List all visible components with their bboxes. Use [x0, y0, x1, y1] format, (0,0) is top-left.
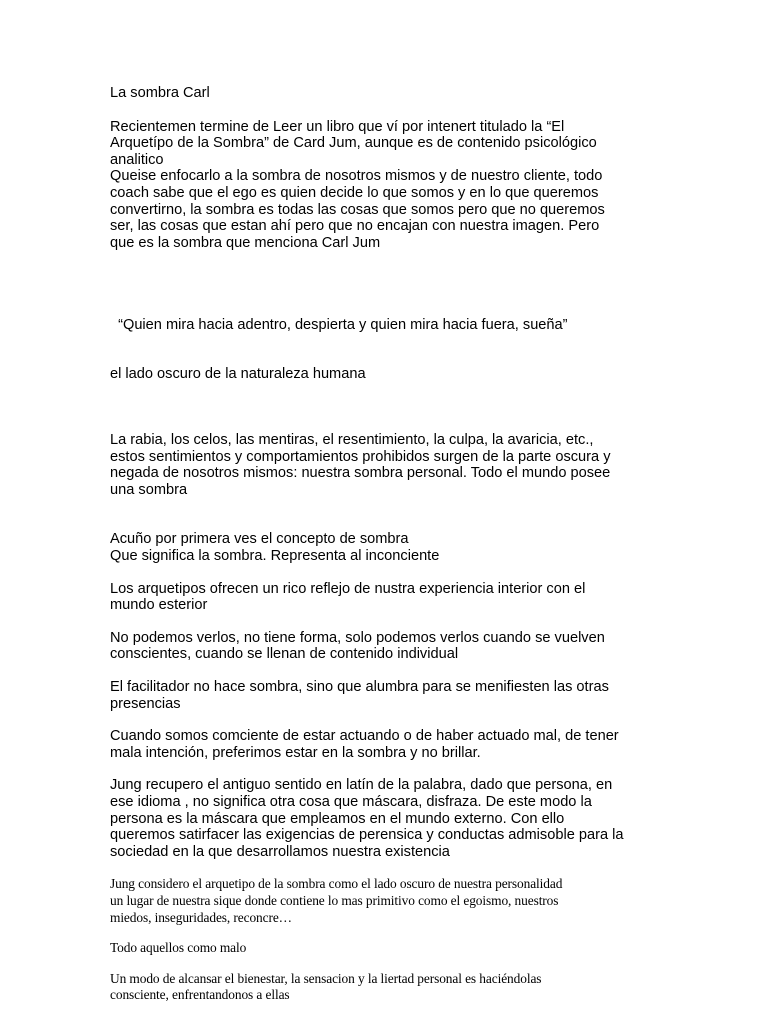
paragraph-line: ser, las cosas que estan ahí pero que no encajan con nuestra imagen. Pero — [110, 218, 600, 235]
paragraph-line: Todo aquellos como malo — [110, 940, 247, 956]
paragraph-line: persona es la máscara que empleamos en el mundo externo. Con ello — [110, 810, 565, 827]
paragraph-line: coach sabe que el ego es quien decide lo que somos y en lo que queremos — [110, 184, 599, 201]
paragraph-line: un lugar de nuestra sique donde contiene lo mas primitivo como el egoismo, nuestros — [110, 892, 559, 908]
paragraph-line: mundo esterior — [110, 597, 208, 614]
paragraph-archetypes — [110, 581, 670, 614]
paragraph-line: Jung recupero el antiguo sentido en latín de la palabra, dado que persona, en — [110, 777, 613, 794]
paragraph-concept — [110, 531, 670, 564]
paragraph-see — [110, 630, 670, 663]
paragraph-line: conscientes, cuando se llenan de contenido individual — [110, 646, 459, 663]
paragraph-conscious — [110, 728, 670, 761]
paragraph-line: una sombra — [110, 481, 188, 498]
paragraph-intro — [110, 119, 670, 252]
paragraph-facilitator — [110, 679, 670, 712]
paragraph-line: Queise enfocarlo a la sombra de nosotros mismos y de nuestro cliente, todo — [110, 168, 603, 185]
paragraph-quote — [110, 283, 670, 416]
paragraph-line: Arquetípo de la Sombra” de Card Jum, aunque es de contenido psicológico — [110, 135, 597, 152]
paragraph-line: Un modo de alcansar el bienestar, la sensacion y la liertad personal es haciéndolas — [110, 970, 542, 986]
paragraph-line: Recientemen termine de Leer un libro que ví por intenert titulado la “El — [110, 118, 565, 135]
paragraph-line: La rabia, los celos, las mentiras, el resentimiento, la culpa, la avaricia, etc., — [110, 432, 594, 449]
quote-line: “Quien mira hacia adentro, despierta y quien mira hacia fuera, sueña” — [110, 316, 568, 333]
paragraph-emotions — [110, 432, 670, 498]
document-title — [110, 85, 670, 102]
paragraph-persona — [110, 777, 670, 860]
paragraph-line: negada de nosotros mismos: nuestra sombra personal. Todo el mundo posee — [110, 465, 611, 482]
paragraph-line: convertirno, la sombra es todas las cosas que somos pero que no queremos — [110, 201, 605, 218]
paragraph-line: ese idioma , no significa otra cosa que máscara, disfraza. De este modo la — [110, 794, 592, 810]
paragraph-line: El facilitador no hace sombra, sino que alumbra para se menifiesten las otras — [110, 679, 609, 696]
paragraph-line: No podemos verlos, no tiene forma, solo podemos verlos cuando se vuelven — [110, 629, 605, 646]
paragraph-line: Que significa la sombra. Representa al inconciente — [110, 548, 440, 565]
paragraph-line: Acuño por primera ves el concepto de sombra — [110, 531, 409, 548]
paragraph-line: que es la sombra que menciona Carl Jum — [110, 234, 381, 251]
paragraph-line: sociedad en la que desarrollamos nuestra existencia — [110, 843, 450, 860]
paragraph-line: queremos satirfacer las exigencias de perensica y conductas admisoble para la — [110, 827, 624, 844]
paragraph-line: consciente, enfrentandonos a ellas — [110, 987, 290, 1003]
paragraph-line: el lado oscuro de la naturaleza humana — [110, 366, 366, 383]
paragraph-line: Los arquetipos ofrecen un rico reflejo de nustra experiencia interior con el — [110, 580, 586, 597]
paragraph-line: mala intención, preferimos estar en la sombra y no brillar. — [110, 744, 481, 761]
paragraph-line: estos sentimientos y comportamientos prohibidos surgen de la parte oscura y — [110, 448, 611, 465]
paragraph-line: presencias — [110, 695, 181, 712]
paragraph-wellbeing — [110, 971, 670, 1004]
paragraph-line: Jung considero el arquetipo de la sombra como el lado oscuro de nuestra personalidad — [110, 876, 563, 892]
document-body — [110, 85, 670, 1004]
title-text: La sombra Carl — [110, 85, 210, 101]
paragraph-jung-shadow — [110, 876, 670, 926]
paragraph-line: analitico — [110, 151, 164, 168]
paragraph-line: Cuando somos comciente de estar actuando o de haber actuado mal, de tener — [110, 728, 619, 745]
paragraph-line: miedos, inseguridades, reconcre… — [110, 909, 292, 925]
paragraph-all-bad — [110, 940, 670, 957]
